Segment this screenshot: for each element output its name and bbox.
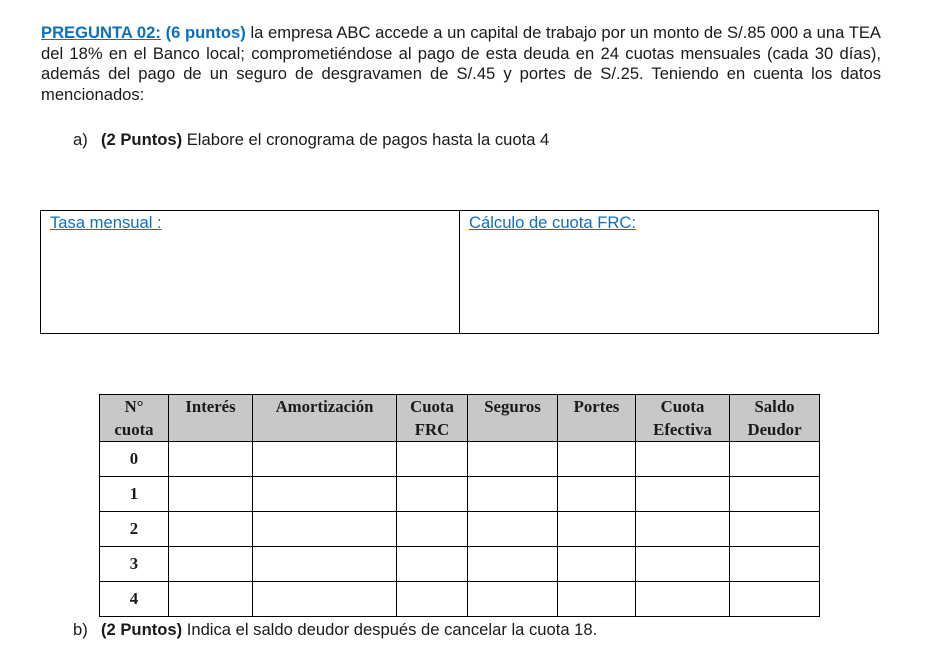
header-saldo-deudor: Saldo Deudor [730,395,820,442]
cell-cuota-efectiva[interactable] [636,512,730,547]
cell-saldo-deudor[interactable] [730,547,820,582]
cell-saldo-deudor[interactable] [730,512,820,547]
cell-amortizacion[interactable] [253,582,397,617]
item-b-text: Indica el saldo deudor después de cancelar la cuota 18. [182,620,598,639]
item-a [73,130,549,150]
cell-cuota-frc[interactable] [397,582,468,617]
item-a-text: Elabore el cronograma de pagos hasta la cuota 4 [182,130,550,149]
frc-calc-cell[interactable] [459,211,878,333]
payment-schedule-table [99,394,820,617]
cell-saldo-deudor[interactable] [730,582,820,617]
cell-portes[interactable] [558,477,636,512]
cuota-number: 1 [100,477,169,512]
header-cuota-frc: Cuota FRC [397,395,468,442]
item-b [73,620,597,640]
cell-interes[interactable] [169,582,253,617]
cell-interes[interactable] [169,512,253,547]
item-b-letter: b) [73,620,88,639]
question-points: (6 puntos) [165,23,246,42]
monthly-rate-label: Tasa mensual : [50,213,162,232]
item-a-letter: a) [73,130,88,149]
cuota-number: 4 [100,582,169,617]
cuota-number: 3 [100,547,169,582]
header-interes: Interés [169,395,253,442]
problem-statement [41,23,881,105]
cell-seguros[interactable] [468,512,558,547]
cell-seguros[interactable] [468,442,558,477]
question-title: PREGUNTA 02: [41,23,161,42]
cuota-number: 2 [100,512,169,547]
header-seguros: Seguros [468,395,558,442]
header-cuota-efectiva: Cuota Efectiva [636,395,730,442]
cell-cuota-efectiva[interactable] [636,477,730,512]
cell-portes[interactable] [558,442,636,477]
cell-amortizacion[interactable] [253,477,397,512]
calculation-box [40,210,879,334]
cell-cuota-efectiva[interactable] [636,547,730,582]
cell-amortizacion[interactable] [253,512,397,547]
cell-cuota-frc[interactable] [397,442,468,477]
item-a-points: (2 Puntos) [101,130,183,149]
cell-amortizacion[interactable] [253,442,397,477]
cell-seguros[interactable] [468,477,558,512]
cell-portes[interactable] [558,512,636,547]
cell-portes[interactable] [558,582,636,617]
table-row [100,477,820,512]
question-text: la empresa ABC accede a un capital de trabajo por un monto de S/.85 000 a una TEA del 18% en el Banco local; comprometiéndose al pago de esta deuda en 24 cuotas mensuales (cada 30 días), además del pago de un seguro de desgravamen de S/.45 y portes de S/.25. Teniendo en cuenta los datos mencionados: [41,23,881,104]
cell-interes[interactable] [169,547,253,582]
cell-amortizacion[interactable] [253,547,397,582]
table-row [100,547,820,582]
cuota-number: 0 [100,442,169,477]
table-row [100,582,820,617]
cell-seguros[interactable] [468,582,558,617]
schedule-header-row [100,395,820,442]
monthly-rate-cell[interactable] [41,211,459,333]
cell-cuota-efectiva[interactable] [636,582,730,617]
cell-cuota-frc[interactable] [397,512,468,547]
cell-cuota-efectiva[interactable] [636,442,730,477]
header-amortizacion: Amortización [253,395,397,442]
item-b-points: (2 Puntos) [101,620,183,639]
cell-saldo-deudor[interactable] [730,442,820,477]
header-cuota-number: N° cuota [100,395,169,442]
cell-portes[interactable] [558,547,636,582]
cell-seguros[interactable] [468,547,558,582]
cell-interes[interactable] [169,477,253,512]
table-row [100,512,820,547]
cell-interes[interactable] [169,442,253,477]
cell-saldo-deudor[interactable] [730,477,820,512]
cell-cuota-frc[interactable] [397,547,468,582]
header-portes: Portes [558,395,636,442]
cell-cuota-frc[interactable] [397,477,468,512]
table-row [100,442,820,477]
frc-calc-label: Cálculo de cuota FRC: [469,213,636,232]
